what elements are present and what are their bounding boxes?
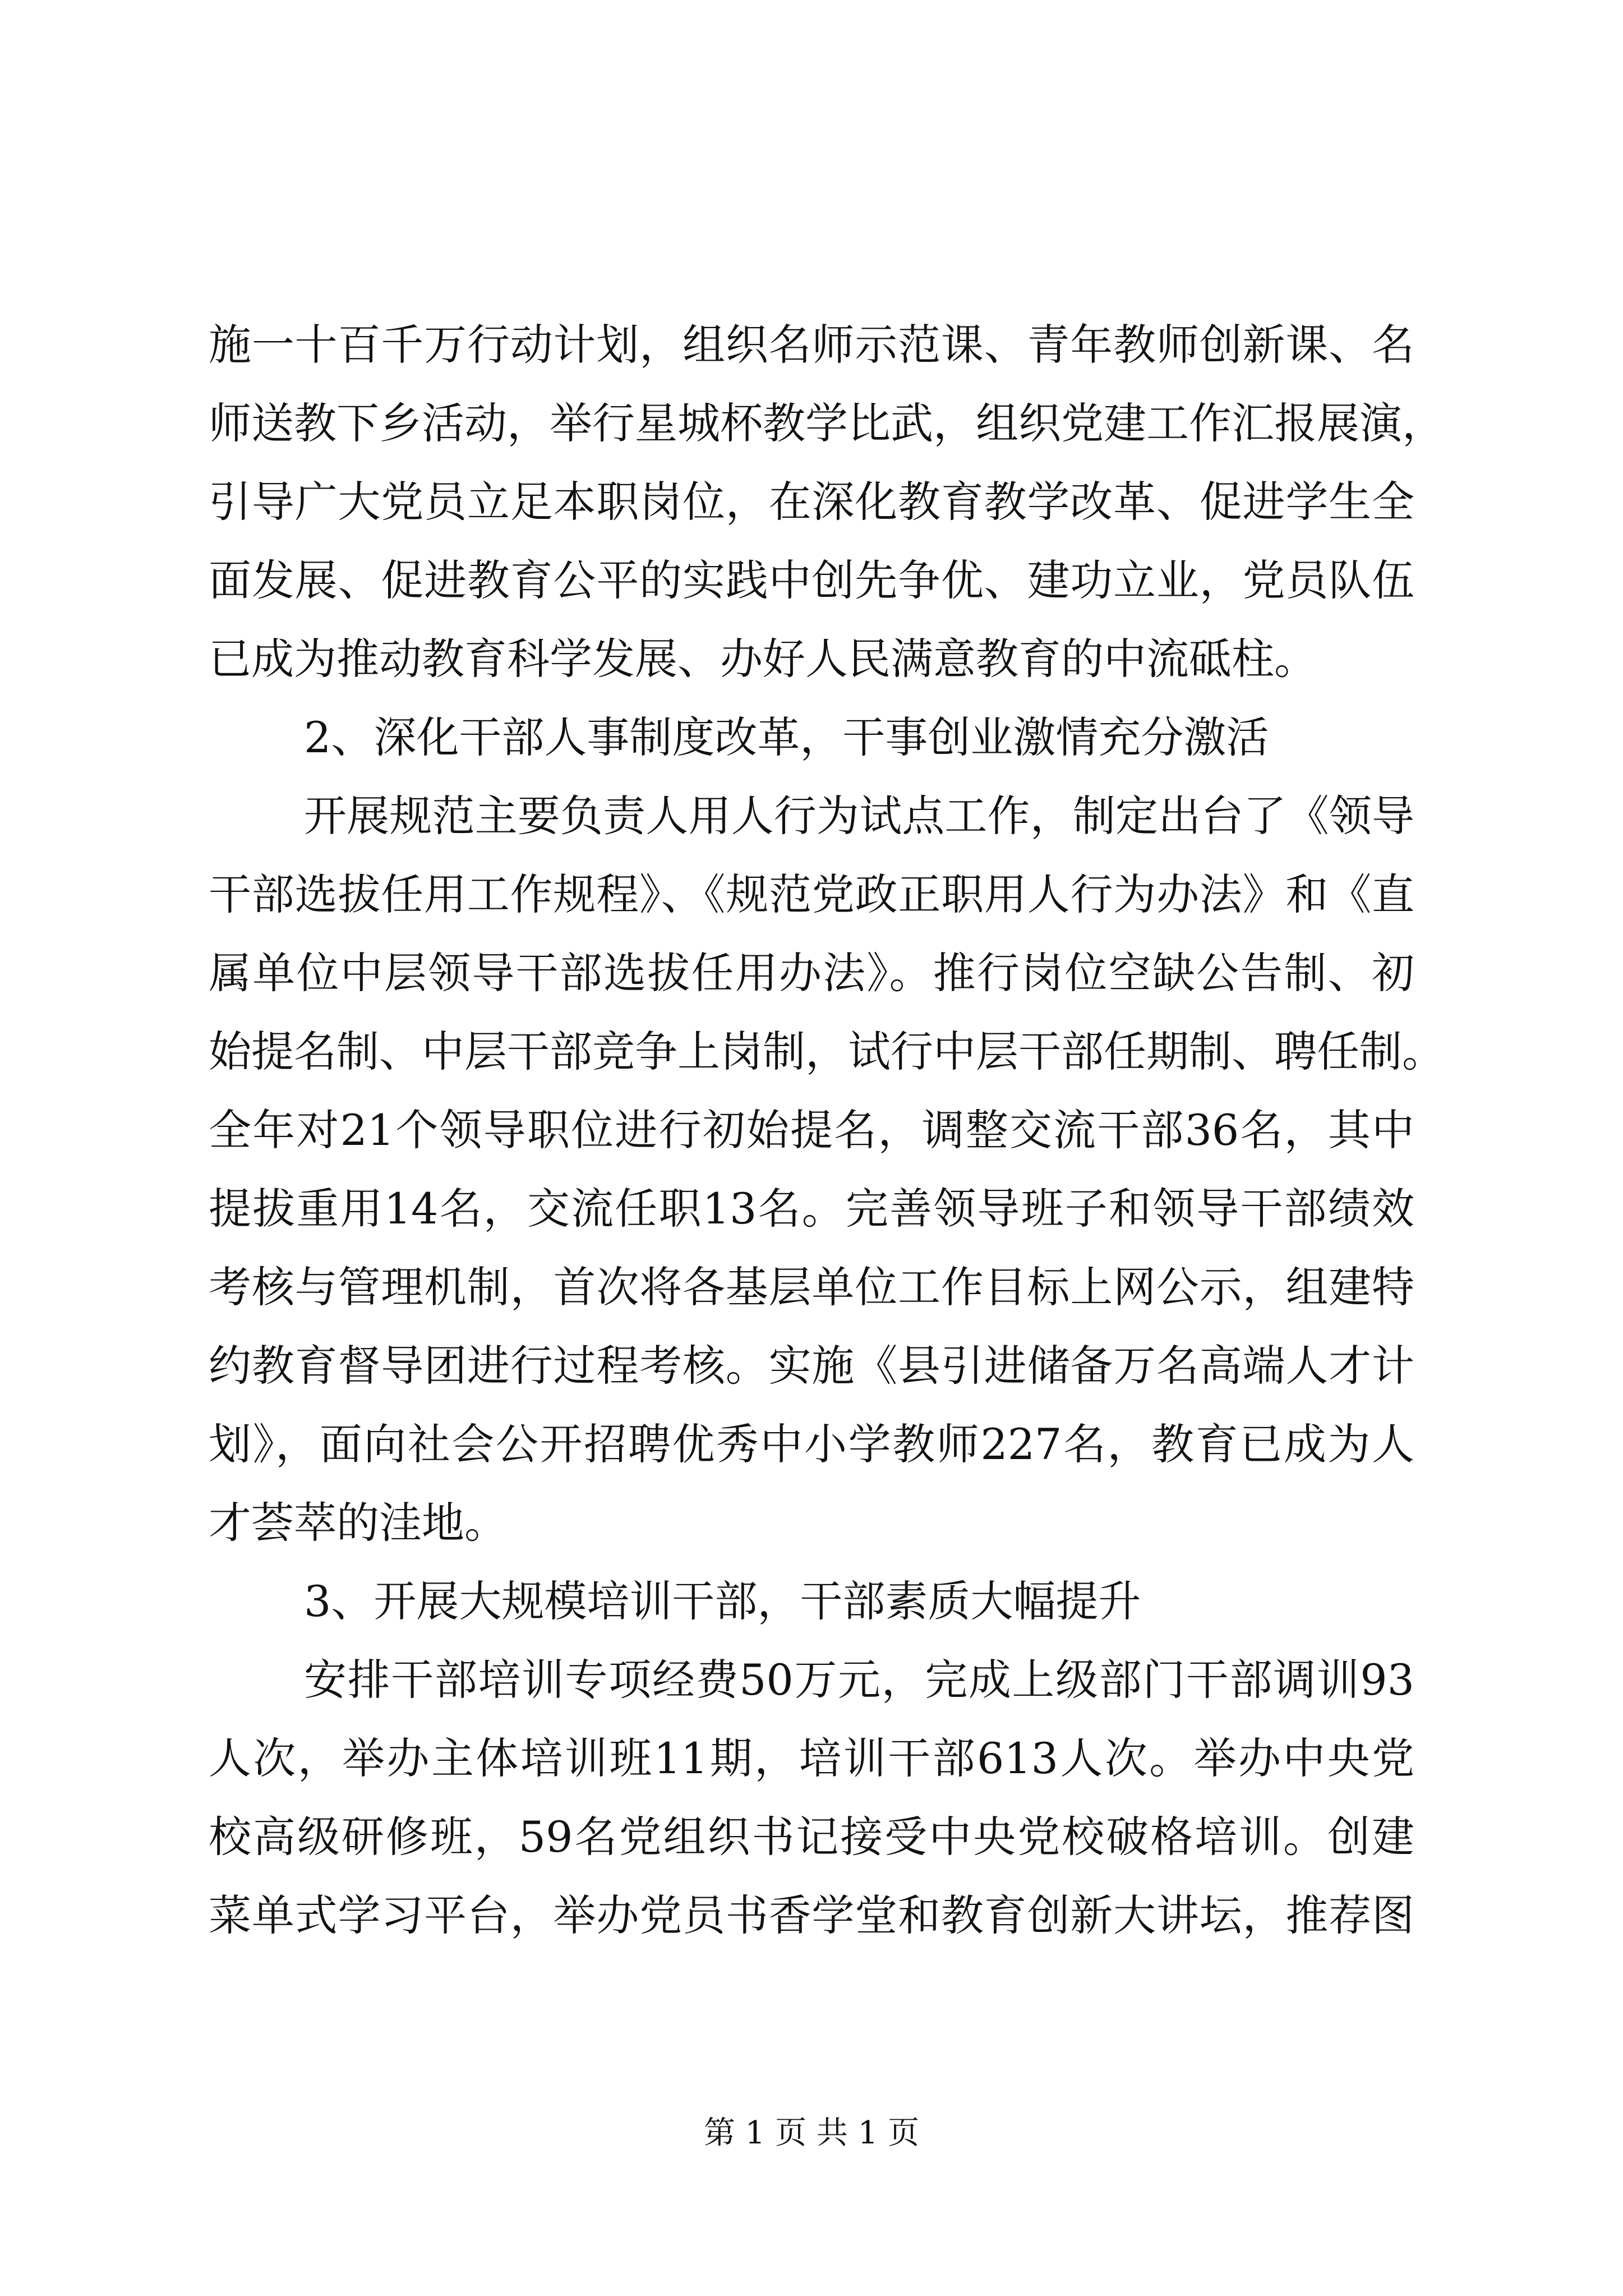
text-line: 划》，面向社会公开招聘优秀中小学教师227名，教育已成为人 xyxy=(209,1419,1414,1469)
text-line: 约教育督导团进行过程考核。实施《县引进储备万名高端人才计 xyxy=(209,1341,1414,1391)
text-line: 施一十百千万行动计划，组织名师示范课、青年教师创新课、名 xyxy=(209,320,1414,370)
text-line: 人次，举办主体培训班11期，培训干部613人次。举办中央党 xyxy=(209,1733,1414,1783)
text-line: 校高级研修班，59名党组织书记接受中央党校破格培训。创建 xyxy=(209,1812,1414,1862)
section-heading: 2、深化干部人事制度改革，干事创业激情充分激活 xyxy=(304,712,1269,762)
section-heading: 3、开展大规模培训干部，干部素质大幅提升 xyxy=(304,1576,1141,1626)
text-line: 开展规范主要负责人用人行为试点工作，制定出台了《领导 xyxy=(304,791,1414,841)
page-footer xyxy=(0,2114,1623,2153)
text-line: 属单位中层领导干部选拔任用办法》。推行岗位空缺公告制、初 xyxy=(209,948,1414,998)
text-line: 引导广大党员立足本职岗位，在深化教育教学改革、促进学生全 xyxy=(209,477,1414,527)
text-line: 已成为推动教育科学发展、办好人民满意教育的中流砥柱。 xyxy=(209,634,1317,684)
text-line: 面发展、促进教育公平的实践中创先争优、建功立业，党员队伍 xyxy=(209,555,1414,605)
text-line: 菜单式学习平台，举办党员书香学堂和教育创新大讲坛，推荐图 xyxy=(209,1890,1414,1940)
page-number-label: 第 1 页 共 1 页 xyxy=(703,2115,920,2151)
text-line: 始提名制、中层干部竞争上岗制，试行中层干部任期制、聘任制。 xyxy=(209,1027,1445,1076)
text-line: 师送教下乡活动，举行星城杯教学比武，组织党建工作汇报展演， xyxy=(209,398,1445,448)
text-line: 安排干部培训专项经费50万元，完成上级部门干部调训93 xyxy=(304,1655,1414,1705)
text-line: 全年对21个领导职位进行初始提名，调整交流干部36名，其中 xyxy=(209,1105,1414,1155)
text-line: 干部选拔任用工作规程》、《规范党政正职用人行为办法》和《直 xyxy=(209,869,1414,919)
text-line: 提拔重用14名，交流任职13名。完善领导班子和领导干部绩效 xyxy=(209,1184,1414,1234)
text-line: 考核与管理机制，首次将各基层单位工作目标上网公示，组建特 xyxy=(209,1262,1414,1312)
text-line: 才荟萃的洼地。 xyxy=(209,1498,507,1548)
